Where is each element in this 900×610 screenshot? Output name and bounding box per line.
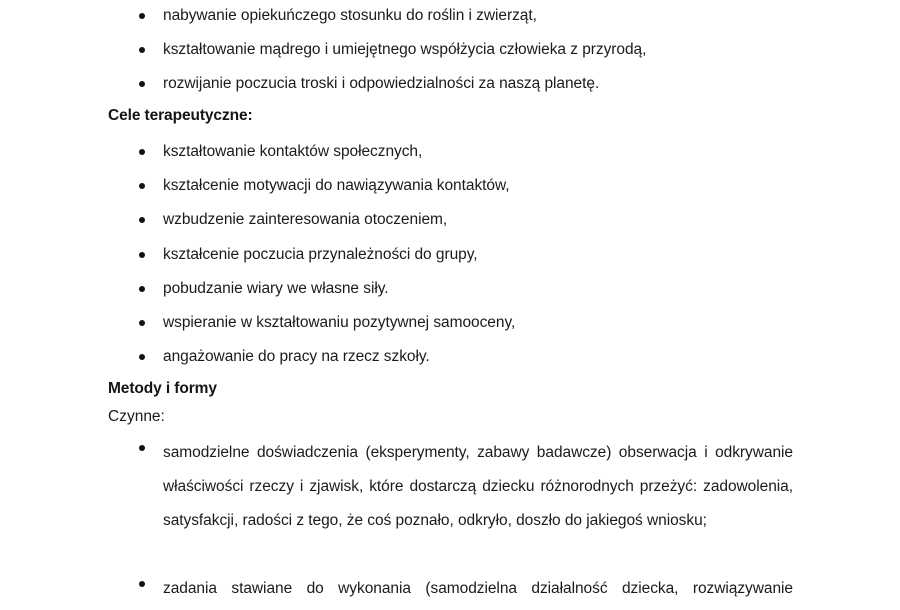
list-item-text: wspieranie w kształtowaniu pozytywnej samooceny, <box>163 314 516 331</box>
bullet-dot-icon <box>139 183 145 189</box>
list-item-text: kształtowanie mądrego i umiejętnego współżycia człowieka z przyrodą, <box>163 41 647 58</box>
list-item <box>139 247 859 263</box>
list-item <box>139 349 859 365</box>
bullet-dot-icon <box>139 286 145 292</box>
list-item-text: pobudzanie wiary we własne siły. <box>163 280 389 297</box>
list-item <box>139 76 859 92</box>
bullet-dot-icon <box>139 81 145 87</box>
list-item-text: zadania stawiane do wykonania (samodzielna działalność dziecka, rozwiązywanie <box>163 580 793 597</box>
list-item-text: rozwijanie poczucia troski i odpowiedzialności za naszą planetę. <box>163 75 600 92</box>
list-item <box>139 315 859 331</box>
bullet-dot-icon <box>139 354 145 360</box>
list-item-text: kształtowanie kontaktów społecznych, <box>163 143 423 160</box>
list-item-text: angażowanie do pracy na rzecz szkoły. <box>163 348 430 365</box>
bullet-dot-icon <box>139 47 145 53</box>
bullet-dot-icon <box>139 217 145 223</box>
bullet-dot-icon <box>139 149 145 155</box>
list-item <box>139 572 793 606</box>
list-item-text: nabywanie opiekuńczego stosunku do roślin i zwierząt, <box>163 7 537 24</box>
bullet-dot-icon <box>139 445 145 451</box>
bullet-dot-icon <box>139 13 145 19</box>
bullet-dot-icon <box>139 320 145 326</box>
list-item-text: kształcenie motywacji do nawiązywania kontaktów, <box>163 177 510 194</box>
list-item <box>139 281 859 297</box>
bullet-dot-icon <box>139 581 145 587</box>
list-item <box>139 212 859 228</box>
subsection-label-czynne: Czynne: <box>108 408 165 425</box>
list-item <box>139 42 859 58</box>
list-item <box>139 8 859 24</box>
list-item <box>139 144 859 160</box>
list-item-text: wzbudzenie zainteresowania otoczeniem, <box>163 211 448 228</box>
section-heading-metody-i-formy: Metody i formy <box>108 380 217 397</box>
list-item-text: samodzielne doświadczenia (eksperymenty, zabawy badawcze) obserwacja i odkrywanie właściwości rzeczy i zjawisk, które dostarczą dziecku różnorodnych przeżyć: zadowolenia, satysfakcji, radości z tego, że coś poznało, odkryło, doszło do jakiegoś wniosku; <box>163 444 793 529</box>
section-heading-cele-terapeutyczne: Cele terapeutyczne: <box>108 107 253 124</box>
list-item <box>139 178 859 194</box>
list-item-text: kształcenie poczucia przynależności do grupy, <box>163 246 478 263</box>
list-item <box>139 436 793 538</box>
bullet-dot-icon <box>139 252 145 258</box>
